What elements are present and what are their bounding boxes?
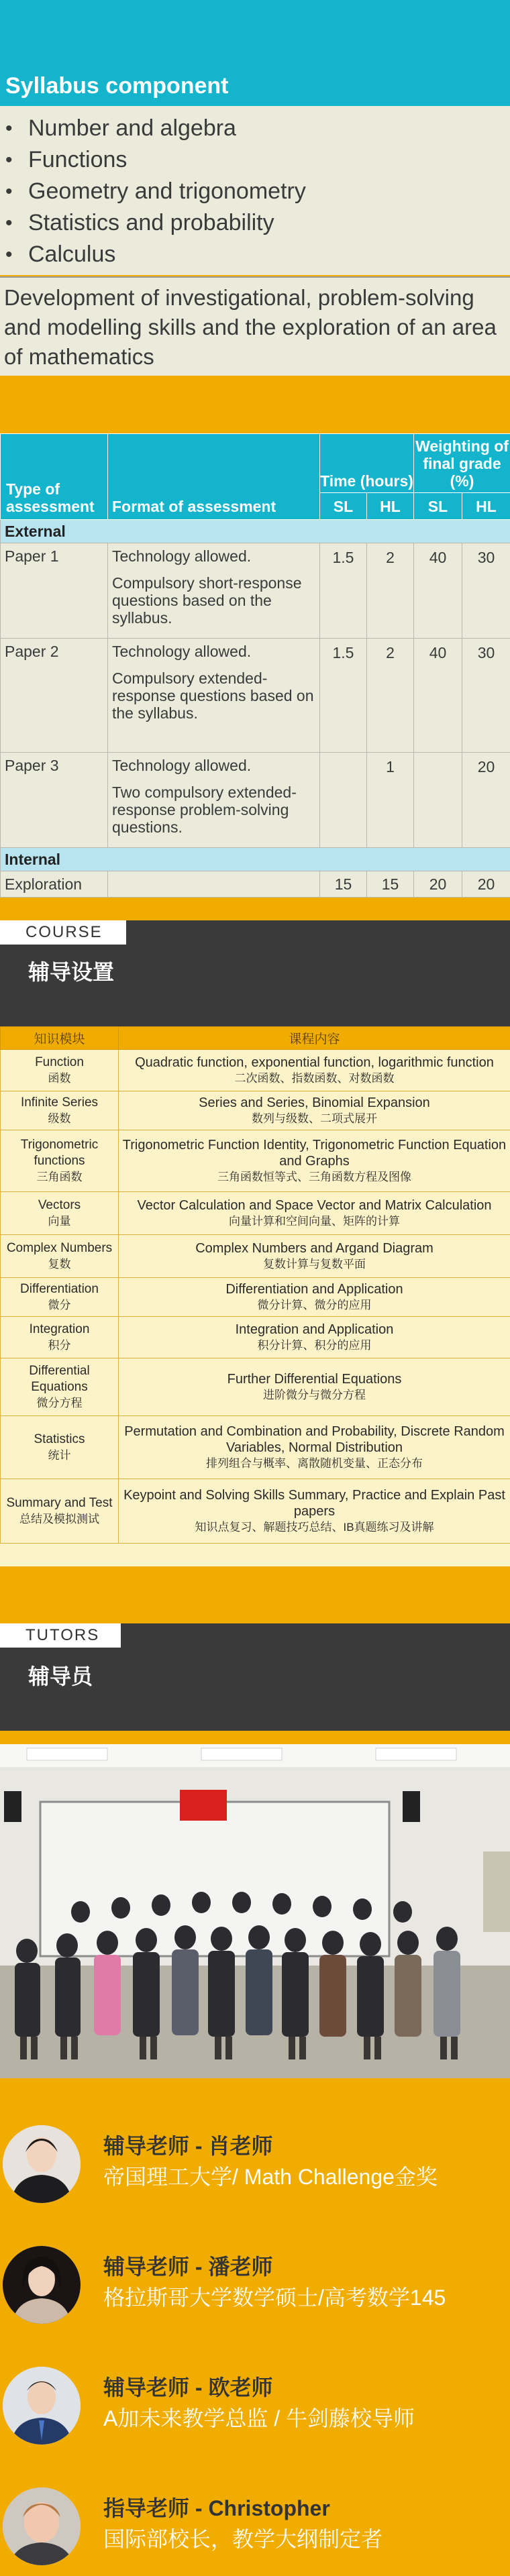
header-time: Time (hours) [320, 434, 414, 493]
header-weight-hl: HL [462, 493, 510, 520]
row-type: Paper 2 [1, 639, 108, 753]
header-weight-sl: SL [414, 493, 462, 520]
group-photo-illustration [0, 1744, 510, 2078]
tutor-card [0, 2361, 510, 2455]
tutor-title: 辅导老师 - 潘老师 [103, 2255, 273, 2279]
course-row: Function 函数 Quadratic function, exponential function, logarithmic function 二次函数、指数函数、对数函数 [1, 1050, 510, 1091]
tutor-avatar [3, 2125, 81, 2203]
row-type: Exploration [1, 871, 108, 898]
tutors-tag: TUTORS [0, 1623, 121, 1648]
row-weight-sl: 40 [414, 543, 462, 639]
table-row [1, 639, 510, 753]
syllabus-list [0, 106, 510, 275]
row-time-sl: 15 [320, 871, 367, 898]
row-format [108, 871, 320, 898]
tutor-desc: 格拉斯哥大学数学硕士/高考数学145 [103, 2286, 446, 2310]
row-time-hl: 2 [367, 639, 414, 753]
syllabus-header: Syllabus component [0, 67, 510, 106]
course-table [0, 1026, 510, 1544]
course-row: Summary and Test 总结及模拟测试 Keypoint and Solving Skills Summary, Practice and Explain Past papers 知识点复习、解题技巧总结、IB真题练习及讲解 [1, 1479, 510, 1544]
row-format: Technology allowed. Compulsory extended-response questions based on the syllabus. [108, 639, 320, 753]
header-time-hl: HL [367, 493, 414, 520]
table-row [1, 753, 510, 848]
band-internal: Internal [1, 848, 510, 871]
row-time-sl: 1.5 [320, 639, 367, 753]
course-table-wrap [0, 1026, 510, 1566]
row-weight-hl: 20 [462, 753, 510, 848]
assessment-table [0, 433, 510, 898]
row-time-hl: 1 [367, 753, 414, 848]
header-weighting: Weighting of final grade (%) [414, 434, 510, 493]
course-header-module: 知识模块 [1, 1027, 119, 1050]
tutors-title: 辅导员 [28, 1664, 93, 1688]
row-type: Paper 1 [1, 543, 108, 639]
course-title: 辅导设置 [28, 960, 115, 984]
gold-spacer [0, 376, 510, 433]
course-row: Statistics 统计 Permutation and Combination and Probability, Discrete Random Variables, Normal Distribution 排列组合与概率、离散随机变量、正态分布 [1, 1416, 510, 1479]
course-tag: COURSE [0, 920, 126, 945]
tutors-banner [0, 1623, 510, 1731]
tutor-desc: A加未来教学总监 / 牛剑藤校导师 [103, 2406, 415, 2430]
row-weight-sl: 20 [414, 871, 462, 898]
course-header-content: 课程内容 [119, 1027, 510, 1050]
table-row [1, 871, 510, 898]
course-row: Integration 积分 Integration and Application 积分计算、积分的应用 [1, 1317, 510, 1358]
header-type: Type of assessment [1, 434, 108, 520]
header-time-sl: SL [320, 493, 367, 520]
tutor-desc: 帝国理工大学/ Math Challenge金奖 [103, 2165, 438, 2189]
course-row: Differentiation 微分 Differentiation and Application 微分计算、微分的应用 [1, 1278, 510, 1317]
syllabus-item: • Functions [5, 147, 128, 172]
tutor-title: 辅导老师 - 欧老师 [103, 2375, 273, 2400]
tutor-desc: 国际部校长，教学大纲制定者 [103, 2527, 383, 2551]
row-format: Technology allowed. Compulsory short-response questions based on the syllabus. [108, 543, 320, 639]
syllabus-item: • Calculus [5, 241, 116, 267]
syllabus-item: • Number and algebra [5, 115, 236, 141]
tutor-card [0, 2241, 510, 2334]
tutor-title: 辅导老师 - 肖老师 [103, 2134, 273, 2158]
syllabus-item: • Geometry and trigonometry [5, 178, 306, 204]
syllabus-item: • Statistics and probability [5, 210, 274, 235]
syllabus-development-text: Development of investigational, problem-solving and modelling skills and the exploration of an area of mathematics [0, 276, 510, 376]
row-weight-hl: 20 [462, 871, 510, 898]
group-photo [0, 1744, 510, 2078]
tutor-avatar [3, 2246, 81, 2324]
course-row: Trigonometric functions 三角函数 Trigonometric Function Identity, Trigonometric Function Equation and Graphs 三角函数恒等式、三角函数方程及图像 [1, 1130, 510, 1192]
course-banner [0, 920, 510, 1026]
row-time-hl: 2 [367, 543, 414, 639]
row-weight-sl: 40 [414, 639, 462, 753]
row-time-sl: 1.5 [320, 543, 367, 639]
row-weight-sl [414, 753, 462, 848]
course-row: Vectors 向量 Vector Calculation and Space Vector and Matrix Calculation 向量计算和空间向量、矩阵的计算 [1, 1192, 510, 1235]
row-time-hl: 15 [367, 871, 414, 898]
row-time-sl [320, 753, 367, 848]
tutor-avatar [3, 2487, 81, 2565]
row-weight-hl: 30 [462, 543, 510, 639]
row-weight-hl: 30 [462, 639, 510, 753]
table-row [1, 543, 510, 639]
course-row: Infinite Series 级数 Series and Series, Binomial Expansion 数列与级数、二项式展开 [1, 1091, 510, 1130]
tutor-avatar [3, 2367, 81, 2445]
band-external: External [1, 520, 510, 543]
row-format: Technology allowed. Two compulsory extended-response problem-solving questions. [108, 753, 320, 848]
header-format: Format of assessment [108, 434, 320, 520]
course-row: Differential Equations 微分方程 Further Differential Equations 进阶微分与微分方程 [1, 1358, 510, 1416]
course-row: Complex Numbers 复数 Complex Numbers and Argand Diagram 复数计算与复数平面 [1, 1235, 510, 1278]
tutor-card [0, 2482, 510, 2576]
tutor-title: 指导老师 - Christopher [103, 2496, 330, 2520]
tutor-card [0, 2120, 510, 2214]
row-type: Paper 3 [1, 753, 108, 848]
